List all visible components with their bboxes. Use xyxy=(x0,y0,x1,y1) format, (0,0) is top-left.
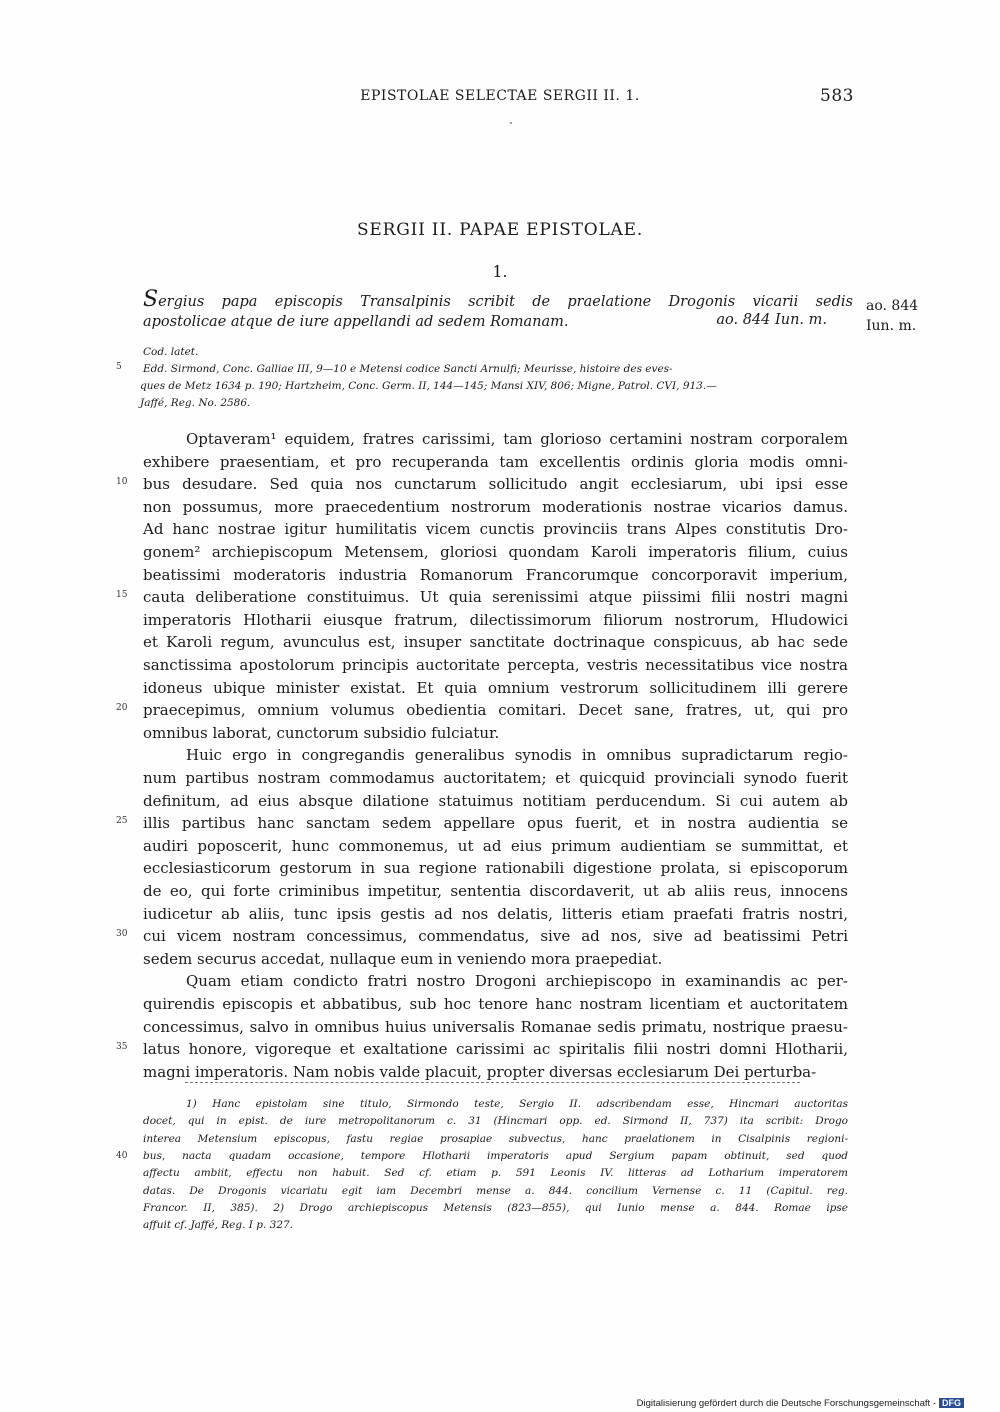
summary-line-2: apostolicae atque de iure appellandi ad sedem Romanam. xyxy=(143,314,569,330)
margin-date xyxy=(866,296,918,336)
body-line: num partibus nostram commodamus auctoritatem; et quicquid provinciali synodo fuerit xyxy=(143,769,848,787)
body-line: cauta deliberatione constituimus. Ut quia serenissimi atque piissimi filii nostri magni xyxy=(143,588,848,607)
body-line: sedem securus accedat, nullaque eum in veniendo mora praepediat. xyxy=(143,949,663,968)
letter-number: 1. xyxy=(492,262,508,281)
footnote-line: interea Metensium episcopus, fastu regiae prosapiae subvectus, hanc praelationem in Cisalpinis regioni- xyxy=(143,1132,848,1145)
body-line: bus desudare. Sed quia nos cunctarum sollicitudo angit ecclesiarum, ubi ipsi esse xyxy=(143,475,848,494)
source-line: ques de Metz 1634 p. 190; Hartzheim, Conc. Germ. II, 144—145; Mansi XIV, 806; Migne, Patrol. CVI, 913.— xyxy=(140,380,717,392)
body-line: cui vicem nostram concessimus, commendatus, sive ad nos, sive ad beatissimi Petri xyxy=(143,927,848,946)
running-head-title: EPISTOLAE SELECTAE SERGII II. 1. xyxy=(360,88,640,104)
body-line: omnibus laborat, cunctorum subsidio fulciatur. xyxy=(143,723,500,742)
body-line: quirendis episcopis et abbatibus, sub hoc tenore hanc nostram licentiam et auctoritatem xyxy=(143,995,848,1013)
body-line: definitum, ad eius absque dilatione statuimus notitiam perducendum. Si cui autem ab xyxy=(143,791,848,810)
body-line: praecepimus, omnium volumus obedientia comitari. Decet sane, fratres, ut, qui pro xyxy=(143,701,848,720)
source-line: Edd. Sirmond, Conc. Galliae III, 9—10 e Metensi codice Sancti Arnulfi; Meurisse, histoire des eves- xyxy=(143,363,673,375)
footnote-rule xyxy=(185,1082,800,1083)
line-number: 20 xyxy=(116,703,128,714)
footnote-line: affuit cf. Jaffé, Reg. I p. 327. xyxy=(143,1219,294,1232)
footer-text: Digitalisierung gefördert durch die Deutsche Forschungsgemeinschaft - xyxy=(636,1398,936,1409)
body-line: iudicetur ab aliis, tunc ipsis gestis ad nos delatis, litteris etiam praefati fratris nostri, xyxy=(143,904,848,923)
line-number: 15 xyxy=(116,590,128,601)
scan-speck xyxy=(510,122,512,124)
body-line: Optaveram¹ equidem, fratres carissimi, tam glorioso certamini nostram corporalem xyxy=(186,430,848,448)
body-line: illis partibus hanc sanctam sedem appellare opus fuerit, et in nostra audientia se xyxy=(143,814,848,833)
body-line: Quam etiam condicto fratri nostro Drogoni archiepiscopo in examinandis ac per- xyxy=(186,972,848,991)
margin-date-month: Iun. m. xyxy=(866,318,917,334)
summary-line-1: ergius papa episcopis Transalpinis scribit de praelatione Drogonis vicarii sedis xyxy=(158,294,853,310)
body-line: ecclesiasticorum gestorum in sua regione rationabili digestione prolata, si episcoporum xyxy=(143,859,848,878)
footnote-line: bus, nacta quadam occasione, tempore Hlotharii imperatoris apud Sergium papam obtinuit, sed quod xyxy=(143,1149,848,1162)
body-line: audiri poposcerit, hunc commonemus, ut ad eius primum audientiam se summittat, et xyxy=(143,836,848,855)
summary-initial: S xyxy=(143,287,159,312)
line-number: 40 xyxy=(116,1150,128,1161)
source-line: Cod. latet. xyxy=(143,346,199,358)
body-line: imperatoris Hlotharii eiusque fratrum, dilectissimorum filiorum nostrorum, Hludowici xyxy=(143,610,848,629)
body-line: magni imperatoris. Nam nobis valde placuit, propter diversas ecclesiarum Dei perturba- xyxy=(143,1062,817,1081)
digitization-footer xyxy=(637,1398,964,1409)
footnote-line: Francor. II, 385). 2) Drogo archiepiscopus Metensis (823—855), qui Iunio mense a. 844. Romae ipse xyxy=(143,1201,848,1214)
body-line: gonem² archiepiscopum Metensem, gloriosi quondam Karoli imperatoris filium, cuius xyxy=(143,543,848,561)
body-line: beatissimi moderatoris industria Romanorum Francorumque concorporavit imperium, xyxy=(143,565,848,584)
footnote-line: affectu ambiit, effectu non habuit. Sed cf. etiam p. 591 Leonis IV. litteras ad Lotharium imperatorem xyxy=(143,1167,848,1180)
line-number: 35 xyxy=(116,1042,128,1053)
body-line: concessimus, salvo in omnibus huius universalis Romanae sedis primatu, nostrique praesu- xyxy=(143,1017,848,1036)
line-number: 10 xyxy=(116,477,128,488)
line-number: 25 xyxy=(116,816,128,827)
body-line: non possumus, more praecedentium nostrorum moderationis nostrae vicarios damus. xyxy=(143,497,848,516)
page-number: 583 xyxy=(820,86,854,106)
line-number: 5 xyxy=(116,362,122,372)
body-line: latus honore, vigoreque et exaltatione carissimi ac spiritalis filii nostri domni Hlotharii, xyxy=(143,1040,848,1059)
summary-date: ao. 844 Iun. m. xyxy=(716,312,827,328)
margin-date-year: ao. 844 xyxy=(866,298,919,314)
body-line: idoneus ubique minister existat. Et quia omnium vestrorum sollicitudinem illi gerere xyxy=(143,678,848,697)
dfg-logo: DFG xyxy=(939,1398,964,1408)
body-line: Huic ergo in congregandis generalibus synodis in omnibus supradictarum regio- xyxy=(186,746,848,765)
footnote-line: 1) Hanc epistolam sine titulo, Sirmondo teste, Sergio II. adscribendam esse, Hincmari auctoritas xyxy=(186,1098,848,1110)
body-line: de eo, qui forte criminibus impetitur, sententia discordaverit, ut ab aliis reus, innocens xyxy=(143,882,848,900)
footnote-line: docet, qui in epist. de iure metropolitanorum c. 31 (Hincmari opp. ed. Sirmond II, 737) ita scribit: Drogo xyxy=(143,1115,848,1128)
section-heading: SERGII II. PAPAE EPISTOLAE. xyxy=(356,220,644,240)
body-line: et Karoli regum, avunculus est, insuper sanctitate doctrinaque conspicuus, ab hac sede xyxy=(143,633,848,652)
body-line: Ad hanc nostrae igitur humilitatis vicem cunctis provinciis trans Alpes constitutis Dro- xyxy=(143,520,848,539)
footnote-line: datas. De Drogonis vicariatu egit iam Decembri mense a. 844. concilium Vernense c. 11 (Capitul. reg. xyxy=(143,1184,848,1197)
source-line: Jaffé, Reg. No. 2586. xyxy=(140,397,251,409)
body-line: sanctissima apostolorum principis auctoritate percepta, vestris necessitatibus vice nostra xyxy=(143,656,848,674)
letter-summary xyxy=(143,287,853,332)
body-line: exhibere praesentiam, et pro recuperanda tam excellentis ordinis gloria modis omni- xyxy=(143,452,848,471)
line-number: 30 xyxy=(116,929,128,940)
